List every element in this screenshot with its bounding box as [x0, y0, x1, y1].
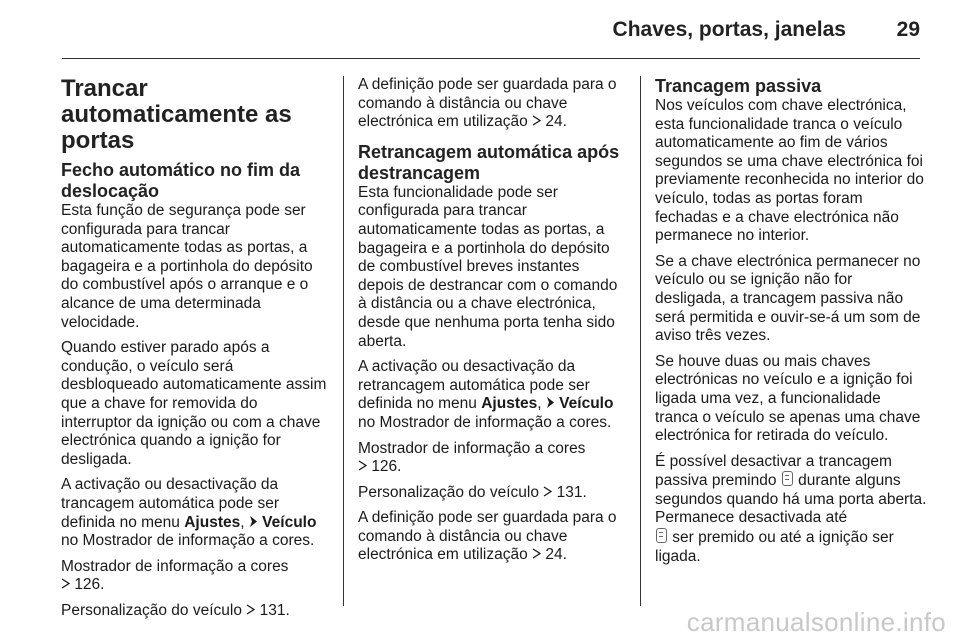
- subsection-title: Retrancagem automática após destrancagem: [358, 141, 620, 183]
- header-rule: [62, 58, 920, 59]
- paragraph: Personalização do veículo 131.: [61, 601, 290, 619]
- menu-arrow-icon: [546, 395, 555, 412]
- column-divider-2: [640, 76, 641, 606]
- paragraph: Quando estiver parado após a condução, o veículo será desbloqueado automaticamente assim que a chave for removida do interruptor da ignição ou com a chave electrónica quando a ignição for desligada.: [61, 339, 327, 468]
- paragraph: Mostrador de informação a cores 126.: [61, 557, 289, 594]
- header-title: Chaves, portas, janelas: [612, 18, 846, 41]
- subsection-title: Trancagem passiva: [655, 76, 822, 96]
- paragraph: A activação ou desactivação da trancagem automática pode ser definida no menu Ajustes, Veículo no Mostrador de informação a cores.: [61, 476, 317, 550]
- cross-reference[interactable]: 131.: [556, 483, 587, 501]
- lock-button-icon: [656, 528, 667, 543]
- paragraph: Nos veículos com chave electrónica, esta funcionalidade tranca o veículo automaticamente ao fim de vários segundos se uma chave electrónica foi previamente reconhecida no interior do veículo, todas as portas foram fechadas e a chave electrónica não permanece no interior.: [655, 97, 924, 245]
- column-divider-1: [343, 76, 344, 606]
- cross-reference[interactable]: 126.: [74, 576, 105, 594]
- column-2: [358, 76, 628, 572]
- lock-button-icon: [782, 471, 793, 486]
- menu-item-veiculo: Veículo: [559, 395, 614, 413]
- cross-reference-arrow-icon: [532, 546, 541, 563]
- cross-reference-arrow-icon: [532, 113, 541, 130]
- section-title: Trancar automaticamente as portas: [61, 75, 292, 154]
- menu-arrow-icon: [249, 514, 258, 531]
- cross-reference[interactable]: 24.: [545, 113, 567, 131]
- page-number: 29: [896, 18, 920, 41]
- cross-reference-arrow-icon: [358, 458, 367, 475]
- paragraph: É possível desactivar a trancagem passiva premindo durante alguns segundos quando há uma porta aberta. Permanece desactivada até ser premido ou até a ignição ser ligada.: [655, 452, 927, 565]
- menu-item-veiculo: Veículo: [262, 513, 317, 531]
- cross-reference[interactable]: 131.: [259, 601, 290, 619]
- paragraph: Personalização do veículo 131.: [358, 483, 587, 501]
- paragraph: Esta funcionalidade pode ser configurada para trancar automaticamente todas as portas, a bagageira e a portinhola do depósito de combustível breves instantes depois de destrancar com o comando à distância ou a chave electrónica, desde que nenhuma porta tenha sido aberta.: [358, 183, 618, 350]
- cross-reference[interactable]: 24.: [545, 546, 567, 564]
- column-3: [655, 76, 927, 573]
- watermark: carmanualsonline.info: [686, 607, 946, 637]
- cross-reference-arrow-icon: [543, 484, 552, 501]
- cross-reference[interactable]: 126.: [371, 458, 402, 476]
- paragraph: A activação ou desactivação da retrancagem automática pode ser definida no menu Ajustes, Veículo no Mostrador de informação a cores.: [358, 358, 614, 431]
- menu-item-ajustes: Ajustes: [184, 513, 241, 531]
- subsection-title: Fecho automático no fim da deslocação: [61, 160, 301, 201]
- cross-reference-arrow-icon: [61, 576, 70, 593]
- cross-reference-arrow-icon: [246, 602, 255, 619]
- paragraph: A definição pode ser guardada para o comando à distância ou chave electrónica em utilização 24.: [358, 509, 617, 564]
- paragraph: Esta função de segurança pode ser configurada para trancar automaticamente todas as portas, a bagageira e a portinhola do depósito do combustível após o arranque e o alcance de uma determinada velocidade.: [61, 202, 313, 331]
- paragraph: A definição pode ser guardada para o comando à distância ou chave electrónica em utilização 24.: [358, 76, 617, 131]
- paragraph: Mostrador de informação a cores 126.: [358, 439, 586, 476]
- column-1: [61, 76, 331, 627]
- paragraph: Se houve duas ou mais chaves electrónicas no veículo e a ignição foi ligada uma vez, a funcionalidade tranca o veículo se apenas uma chave electrónica for retirada do veículo.: [655, 352, 921, 445]
- paragraph: Se a chave electrónica permanecer no veículo ou se ignição não for desligada, a trancagem passiva não será permitida e ouvir-se-á um som de aviso três vezes.: [655, 252, 921, 345]
- page-header: [62, 14, 920, 58]
- menu-item-ajustes: Ajustes: [481, 395, 538, 413]
